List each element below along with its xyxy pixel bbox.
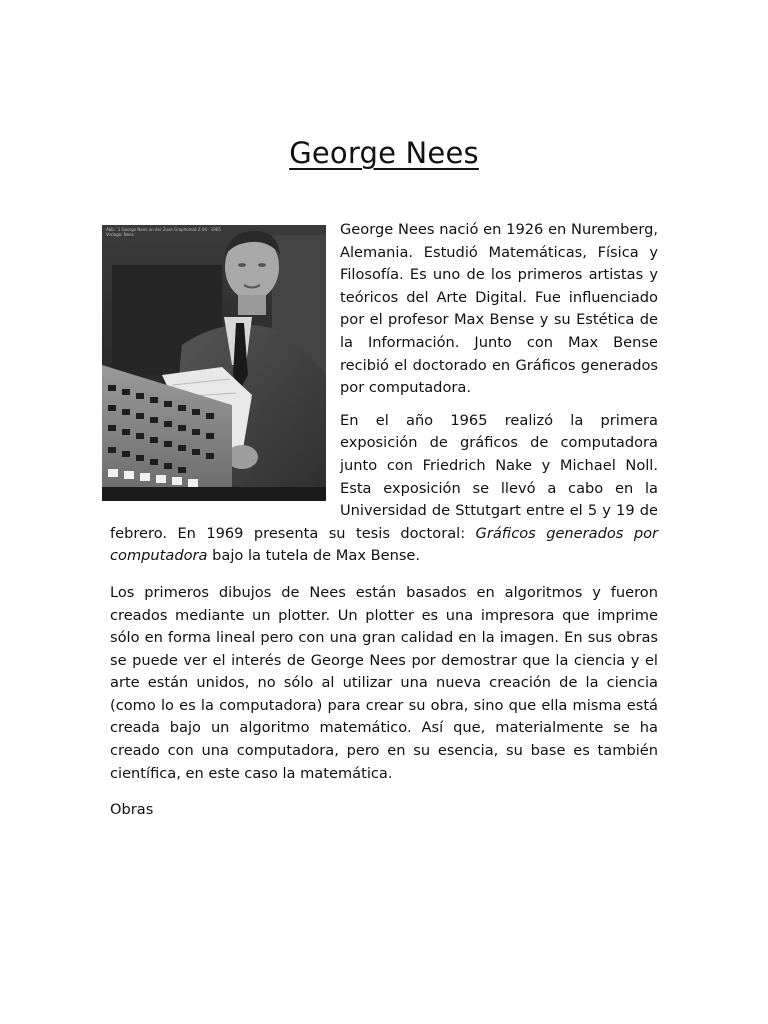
paragraph-1: George Nees nació en 1926 en Nuremberg, Alemania. Estudió Matemáticas, Física y Filosofía. Es uno de los primeros artistas y teóricos del Arte Digital. Fue influenciado por el profesor Max Bense y su Estética de la Información. Junto con Max Bense recibió el doctorado en Gráficos generados por computadora. [340,221,658,397]
article-body [106,219,659,832]
photo-caption [106,227,221,237]
portrait-photo [102,225,326,501]
paragraph-2-text: En el año 1965 realizó la primera exposición de gráficos de computadora junto con Friedrich Nake y Michael Noll. Esta exposición se llevó a cabo en la Universidad de Sttutgart entre el 5 y 19 de febrero. En 1969 presenta su tesis doctoral: [110,411,658,542]
page-title: George Nees [289,136,479,170]
thesis-title: Gráficos generados por computadora [110,524,659,565]
paragraph-2-text-end: bajo la tutela de Max Bense. [207,547,421,565]
photo-caption-line: Vorlage: Nees [106,232,134,237]
section-heading-obras: Obras [110,801,154,819]
paragraph-3: Los primeros dibujos de Nees están basados en algoritmos y fueron creados mediante un plotter. Un plotter es una impresora que imprime sólo en forma lineal pero con una gran calidad en la imagen. En sus obras se puede ver el interés de George Nees por demostrar que la ciencia y el arte están unidos, no sólo al utilizar una nueva creación de la ciencia (como lo es la computadora) para crear su obra, sino que ella misma está creada bajo un algoritmo matemático. Así que, materialmente se ha creado con una computadora, pero en su esencia, su base es también científica, en este caso la matemática. [110,583,658,782]
photo-caption-line: Abb.: 1 George Nees an der Zuse Graphomat Z 64 · 1965 [106,227,221,232]
portrait-photo-image [102,225,326,501]
